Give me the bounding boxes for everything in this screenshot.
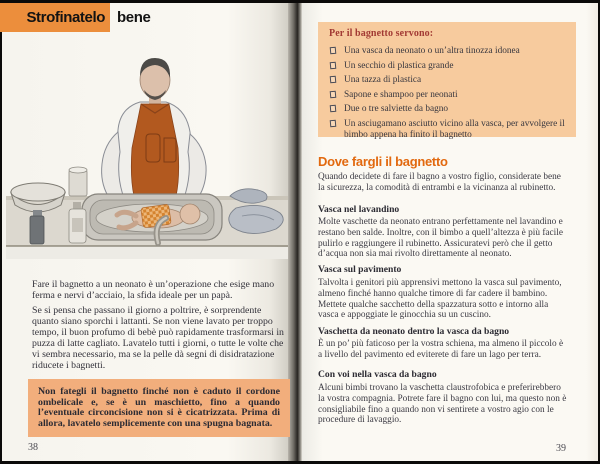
- bathing-illustration-svg: [6, 46, 288, 274]
- checklist-item: [329, 90, 566, 101]
- page-number-left: 38: [28, 442, 38, 453]
- page-number-right: 39: [556, 443, 566, 454]
- checkbox-icon: [330, 105, 337, 112]
- checkbox-icon: [330, 76, 337, 83]
- checklist-item: [329, 119, 566, 141]
- bathing-illustration: [6, 46, 288, 274]
- subsection-text: Talvolta i genitori più apprensivi mettono la vasca sul pavimento, almeno finché hanno qualche timore di far cadere il bambino. Mettete qualche sacchetto della spazzatura sotto e intorno alla vasca e appoggiate le ginocchia su un cuscino.: [318, 278, 562, 321]
- checklist-item-label: Una vasca da neonato o un’altra tinozza idonea: [344, 46, 520, 56]
- checklist-box: [318, 22, 576, 140]
- checkbox-icon: [330, 61, 337, 68]
- checklist-title: Per il bagnetto servono:: [329, 28, 434, 39]
- checklist-item-label: Un asciugamano asciutto vicino alla vasca, per avvolgere il bimbo appena ha finito il bagnetto: [344, 118, 565, 140]
- subsection-heading: Vasca sul pavimento: [318, 264, 402, 275]
- checklist-item: [329, 61, 566, 72]
- left-paragraph-2: Se si pensa che passano il giorno a poltrire, è sorprendente quanto siano sporchi i lattanti. Se non viene lavato per troppo tempo, il buon profumo di bebè può rapidamente trasformarsi in puzza di latte cagliato. Lavatelo tutti i giorni, o tutte le volte che vi sembra necessario, ma se la pelle dà segni di disidratazione riducete i bagnetti.: [32, 305, 284, 371]
- subsection-heading: Vaschetta da neonato dentro la vasca da bagno: [318, 326, 510, 337]
- subsection-text: Alcuni bimbi trovano la vaschetta claustrofobica e preferirebbero la vostra compagnia. Potrete fare il bagno con lui, ma questo non è consigliabile fino a quando non vi sentirete a vostro agio con le procedure di lavaggio.: [318, 383, 567, 426]
- subsection-text: Molte vaschette da neonato entrano perfettamente nel lavandino e restano ben salde. Inoltre, con il bimbo a quell’altezza è più facile pulirlo e raggiungere il rubinetto. Assicuratevi però che il getto d’acqua non sia mai rivolto direttamente al neonato.: [318, 217, 563, 260]
- checklist-item-label: Un secchio di plastica grande: [344, 60, 454, 71]
- checkbox-icon: [330, 91, 337, 98]
- chapter-title-highlight-box: [0, 3, 110, 32]
- checklist-item: [329, 104, 566, 115]
- checklist-item: [329, 46, 566, 57]
- chapter-title-highlight: Strofinatelo: [26, 9, 105, 26]
- checkbox-icon: [330, 120, 337, 127]
- checkbox-icon: [330, 47, 337, 54]
- checklist-item: [329, 75, 566, 86]
- checklist-item-label: Due o tre salviette da bagno: [344, 104, 449, 115]
- chapter-title-rest: bene: [117, 9, 151, 26]
- subsection-heading: Vasca nel lavandino: [318, 204, 400, 215]
- subsection-text: È un po’ più faticoso per la vostra schiena, ma almeno il piccolo è a livello del pavimento ed eviterete di fare un lago per terra.: [318, 339, 564, 360]
- checklist-item-label: Sapone e shampoo per neonati: [344, 89, 458, 100]
- section-heading: Dove fargli il bagnetto: [318, 154, 448, 169]
- chapter-title: [0, 3, 150, 32]
- left-paragraph-1: Fare il bagnetto a un neonato è un’operazione che esige mano ferma e nervi d’acciaio, la sfida ideale per un papà.: [32, 279, 275, 301]
- callout-box: Non fategli il bagnetto finché non è caduto il cordone ombelicale e, se è un maschietto, fino a quando l’eventuale circoncisione non si è cicatrizzata. Prima di allora, lavatelo semplicemente con una spugna bagnata.: [28, 379, 290, 437]
- checklist-item-label: Una tazza di plastica: [344, 75, 422, 86]
- section-intro: Quando decidete di fare il bagno a vostro figlio, considerate bene la sicurezza, la comodità di entrambi e la vicinanza al rubinetto.: [318, 172, 561, 193]
- book-gutter: [288, 3, 302, 461]
- subsection-heading: Con voi nella vasca da bagno: [318, 369, 437, 380]
